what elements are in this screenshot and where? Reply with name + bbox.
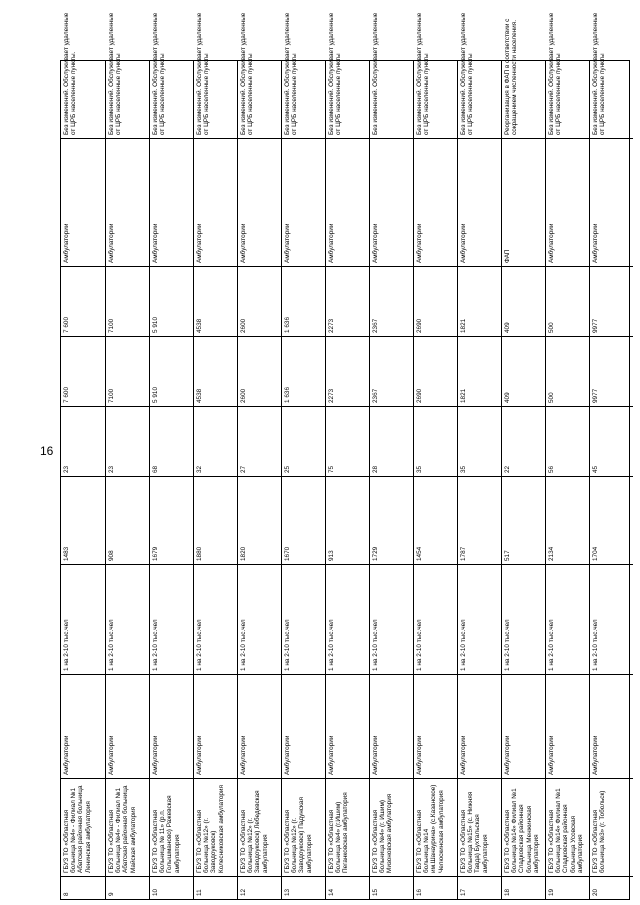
- table-cell: Амбулатории: [326, 675, 369, 779]
- table-row: [457, 12, 501, 899]
- table-cell: 1454: [414, 477, 457, 565]
- table-cell: 409: [502, 337, 545, 407]
- table-cell: 1821: [458, 267, 501, 337]
- table-cell: Без изменений. Обслуживает удаленные от ЦРБ населенные пункты: [282, 9, 325, 139]
- table-cell: 16: [416, 888, 423, 896]
- table-cell: Без изменений. Обслуживает удаленные от ЦРБ населенные пункты: [326, 9, 369, 139]
- table-cell: 1 на 2-10 тыс.чел: [61, 565, 105, 675]
- table-cell: 1 636: [282, 337, 325, 407]
- table-cell: 1 на 2-10 тыс.чел: [414, 565, 457, 675]
- table-row: [413, 12, 457, 899]
- table-cell: Амбулатории: [458, 139, 501, 267]
- table-cell: Амбулатории: [194, 675, 237, 779]
- table-cell: ГБУЗ ТО «Областная больница №15» (с. Нижняя Тавда) Бухтальская амбулатория: [458, 779, 501, 877]
- table-row: [281, 12, 325, 899]
- table-cell: 1483: [61, 477, 105, 565]
- table-cell: Амбулатории: [590, 675, 633, 779]
- table-cell: 1 на 2-10 тыс.чел: [590, 565, 633, 675]
- table-cell: 1 на 2-10 тыс.чел: [502, 565, 545, 675]
- table-cell: 1 на 2-10 тыс.чел: [546, 565, 589, 675]
- table-row: [501, 18, 545, 899]
- table-row: [325, 12, 369, 899]
- table-cell: 1821: [458, 337, 501, 407]
- table-cell: Без изменений. Обслуживает удаленные от ЦРБ населенные пункты: [414, 9, 457, 139]
- table-cell: 18: [504, 888, 511, 896]
- table-cell: ГБУЗ ТО «Областная больница №4» - Филиал №1 Абатская районная больница Майская амбулатория: [106, 779, 149, 877]
- table-cell: 2600: [238, 267, 281, 337]
- table-cell: Без изменений. Обслуживает удаленные от ЦРБ населенные пункты: [546, 9, 589, 139]
- table-cell: Амбулатории: [238, 675, 281, 779]
- table-cell: ГБУЗ ТО «Областная больница №4» - Филиал №1 Абатская районная больница Ленинская амбулатория: [61, 779, 105, 877]
- table-cell: Амбулатории: [414, 139, 457, 267]
- table-cell: Без изменений. Обслуживает удаленные от ЦРБ населенные пункты.: [61, 9, 105, 139]
- table-cell: 908: [106, 477, 149, 565]
- table-cell: 1 на 2-10 тыс.чел: [282, 565, 325, 675]
- table-cell: 500: [546, 267, 589, 337]
- table-cell: ГБУЗ ТО «Областная больница №12» (г. Заводоуковск) Колесниковская амбулатория: [194, 779, 237, 877]
- table-cell: Амбулатории: [326, 139, 369, 267]
- table-cell: 9: [108, 892, 115, 896]
- table-cell: Амбулатории: [61, 675, 105, 779]
- table-cell: 4538: [194, 267, 237, 337]
- table-cell: 2134: [546, 477, 589, 565]
- table-cell: ГБУЗ ТО «Областная больница №14 им.Шанаурина» (с.Казанское) Челюскинская амбулатория: [414, 779, 457, 877]
- table-cell: Амбулатории: [61, 139, 105, 267]
- table-cell: 7100: [106, 267, 149, 337]
- table-cell: 10: [152, 888, 159, 896]
- table-cell: 4538: [194, 337, 237, 407]
- table-cell: Амбулатории: [194, 139, 237, 267]
- table-cell: 13: [284, 888, 291, 896]
- table-cell: Без изменений. Обслуживает удаленные от ЦРБ населенные пункты: [150, 9, 193, 139]
- table-cell: 500: [546, 337, 589, 407]
- table-cell: 14: [328, 888, 335, 896]
- table-cell: ГБУЗ ТО «Областная больница №4» (г.Ишим) Пеганковская амбулатория: [326, 779, 369, 877]
- table-cell: Амбулатории: [590, 139, 633, 267]
- table-cell: Реорганизация в ФАП в соответствии с сокращением численности населения.: [502, 9, 545, 139]
- table-cell: 1880: [194, 477, 237, 565]
- facilities-table: [60, 12, 630, 900]
- table-cell: 5 910: [150, 337, 193, 407]
- table-cell: 1820: [238, 477, 281, 565]
- table-cell: Амбулатории: [106, 139, 149, 267]
- table-cell: 9977: [590, 337, 633, 407]
- table-cell: Амбулатории: [150, 675, 193, 779]
- table-cell: 1704: [590, 477, 633, 565]
- table-cell: 1 на 2-10 тыс.чел: [194, 565, 237, 675]
- table-cell: Амбулатории: [150, 139, 193, 267]
- table-cell: 913: [326, 477, 369, 565]
- table-cell: 5 910: [150, 267, 193, 337]
- page-number: 16: [40, 444, 54, 458]
- table-row: [105, 12, 149, 899]
- table-cell: Амбулатории: [546, 139, 589, 267]
- table-cell: 17: [460, 888, 467, 896]
- table-cell: Амбулатории: [106, 675, 149, 779]
- table-cell: 2690: [414, 337, 457, 407]
- table-cell: 11: [196, 889, 203, 896]
- table-cell: 517: [502, 477, 545, 565]
- table-cell: 7100: [106, 337, 149, 407]
- table-cell: 1729: [370, 477, 413, 565]
- table-cell: 1 на 2-10 тыс.чел: [106, 565, 149, 675]
- table-row: [193, 12, 237, 899]
- table-cell: ГБУЗ ТО «Областная больница №14» Филиал №1 Сладковская районная больница Усовская амбулатория: [546, 779, 589, 877]
- table-cell: 9977: [590, 267, 633, 337]
- table-row: [61, 12, 105, 899]
- table-cell: Амбулатории: [370, 139, 413, 267]
- table-cell: Без изменений. Обслуживает удаленные от ЦРБ населенные пункты: [590, 9, 633, 139]
- table-row: [149, 12, 193, 899]
- table-cell: Амбулатории: [546, 675, 589, 779]
- table-row: [545, 12, 589, 899]
- table-cell: 35: [458, 407, 501, 477]
- table-cell: Амбулатории: [282, 139, 325, 267]
- table-cell: ГБУЗ ТО «Областная больница №3» (г. Тобольск): [590, 779, 633, 877]
- table-cell: ГБУЗ ТО «Областная больница №14» Филиал №1 Сладковская районная больница Менжинская амбулатория: [502, 779, 545, 877]
- table-cell: Амбулатории: [238, 139, 281, 267]
- table-cell: 28: [370, 407, 413, 477]
- table-cell: Амбулатории: [414, 675, 457, 779]
- table-cell: 1670: [282, 477, 325, 565]
- table-cell: Без изменений. Обслуживает удаленные от ЦРБ населенные пункты: [106, 9, 149, 139]
- table-cell: Без изменений. Обслуживает удаленные от ЦРБ населенные пункты: [458, 9, 501, 139]
- table-cell: 2273: [326, 267, 369, 337]
- table-cell: 2690: [414, 267, 457, 337]
- table-cell: 27: [238, 407, 281, 477]
- table-cell: 7 600: [61, 337, 105, 407]
- table-cell: 1 на 2-10 тыс.чел: [326, 565, 369, 675]
- table-cell: Амбулатории: [370, 675, 413, 779]
- table-cell: 1 на 2-10 тыс.чел: [458, 565, 501, 675]
- table-cell: 35: [414, 407, 457, 477]
- table-cell: Без изменений. Обслуживает удаленные от ЦРБ населенные пункты: [194, 9, 237, 139]
- table-cell: 15: [372, 888, 379, 896]
- table-cell: 12: [240, 888, 247, 896]
- table-row: [369, 12, 413, 899]
- table-cell: Без изменений. Обслуживает удаленные от ЦРБ населенные пункты: [238, 9, 281, 139]
- table-cell: 45: [590, 407, 633, 477]
- table-cell: 1679: [150, 477, 193, 565]
- table-cell: 56: [546, 407, 589, 477]
- table-cell: 1787: [458, 477, 501, 565]
- table-cell: 25: [282, 407, 325, 477]
- table-cell: 7 600: [61, 267, 105, 337]
- table-cell: Без изменений. Обслуживает удаленные: [370, 9, 413, 139]
- table-cell: Амбулатории: [458, 675, 501, 779]
- table-cell: 409: [502, 267, 545, 337]
- table-cell: ГБУЗ ТО «Областная больница № 11» (р.п. Голышманово) Ражевская амбулатория: [150, 779, 193, 877]
- table-cell: 32: [194, 407, 237, 477]
- table-cell: 20: [592, 888, 599, 896]
- table-cell: Амбулатории: [502, 675, 545, 779]
- table-cell: Амбулатории: [282, 675, 325, 779]
- table-row: [589, 12, 633, 899]
- table-cell: 68: [150, 407, 193, 477]
- table-cell: 1 на 2-10 тыс.чел: [238, 565, 281, 675]
- table-cell: 8: [63, 892, 70, 896]
- table-cell: 2273: [326, 337, 369, 407]
- table-cell: 22: [502, 407, 545, 477]
- table-cell: 1 на 2-10 тыс.чел: [150, 565, 193, 675]
- table-cell: ФАП: [502, 139, 545, 267]
- table-cell: ГБУЗ ТО «Областная больница №4» (г. Ишим) Мизоновская амбулатория: [370, 779, 413, 877]
- table-cell: 1 на 2-10 тыс.чел: [370, 565, 413, 675]
- table-cell: 1 636: [282, 267, 325, 337]
- table-cell: ГБУЗ ТО «Областная больница №12» (г. Заводоуковск) Лебедевская амбулатория: [238, 779, 281, 877]
- table-cell: 23: [61, 407, 105, 477]
- table-cell: 2367: [370, 337, 413, 407]
- table-cell: 2600: [238, 337, 281, 407]
- table-cell: ГБУЗ ТО «Областная больница №12» (г. Заводоуковск) Падунская амбулатория: [282, 779, 325, 877]
- table-row: [237, 12, 281, 899]
- table-cell: 75: [326, 407, 369, 477]
- table-cell: 19: [548, 888, 555, 896]
- table-cell: 23: [106, 407, 149, 477]
- table-cell: 2367: [370, 267, 413, 337]
